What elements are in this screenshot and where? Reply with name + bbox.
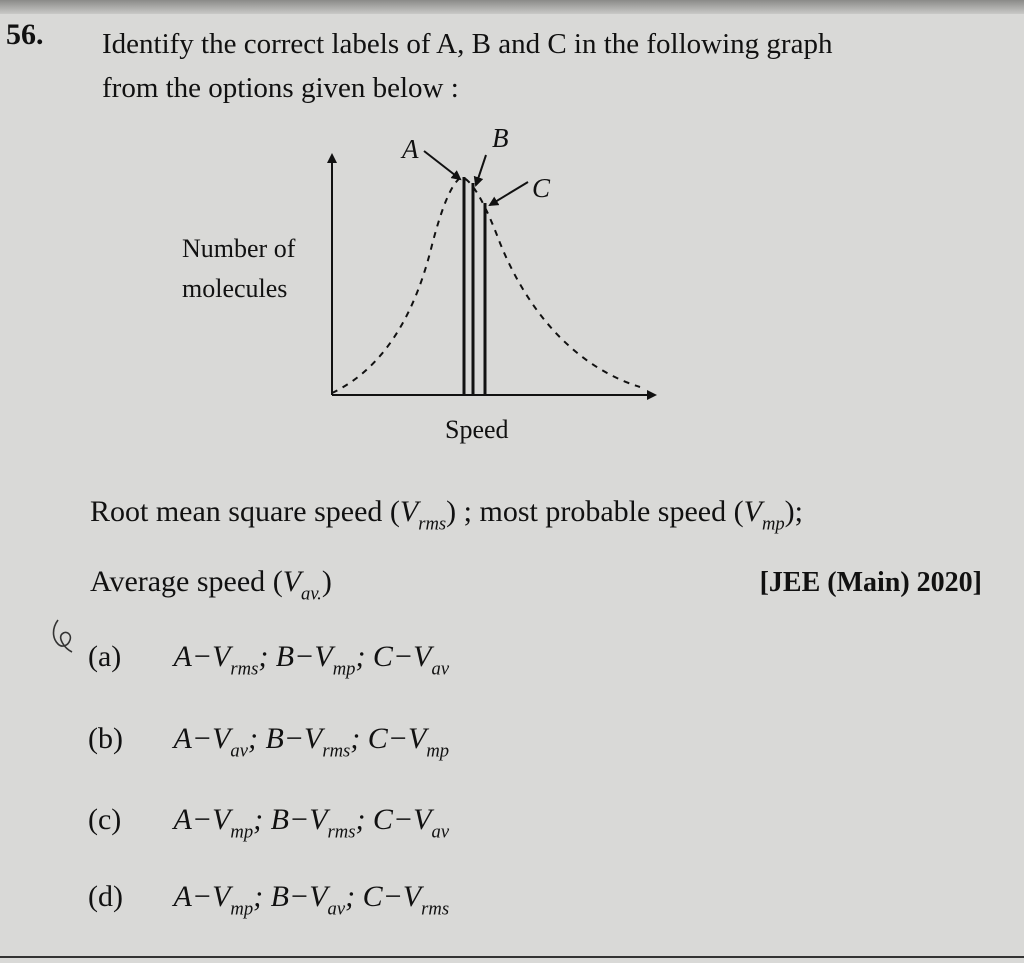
option-d-text: $A-V_{mp}$; $B-V_{av}$; $C-V_{rms}$ (173, 880, 450, 920)
arrow-c (490, 182, 528, 205)
rms-symbol: V (399, 495, 419, 528)
av-symbol: V (282, 565, 302, 598)
rms-subscript: rms (418, 513, 447, 535)
option-b-text: $A-V_{av}$; $B-V_{rms}$; $C-V_{mp}$ (173, 722, 450, 762)
legend-separator-2: ; (794, 495, 804, 528)
question-line-1: Identify the correct labels of A, B and C in the following graph (102, 28, 833, 60)
legend-line-2: Average speed $(V_{av.})$ (90, 565, 332, 605)
legend-separator-1: ; most probable speed (463, 495, 727, 528)
option-b[interactable] (88, 722, 449, 762)
label-a: A (402, 134, 419, 164)
mp-symbol: V (743, 495, 762, 528)
option-d-label: (d) (88, 880, 123, 913)
av-subscript: av. (301, 583, 322, 605)
option-a[interactable] (88, 640, 449, 680)
y-axis-label-line-1: Number of (182, 234, 296, 263)
option-c[interactable] (88, 803, 449, 843)
exam-source: [JEE (Main) 2020] (759, 567, 982, 598)
question-line-2: from the options given below : (102, 72, 459, 104)
question-number: 56. (6, 18, 44, 51)
label-b: B (492, 123, 509, 153)
top-rule (0, 0, 1024, 14)
option-c-label: (c) (88, 803, 122, 836)
speed-distribution-graph (170, 125, 670, 455)
x-axis-label: Speed (445, 415, 509, 444)
option-d[interactable] (88, 880, 449, 920)
mp-subscript: mp (761, 513, 785, 535)
option-a-label: (a) (88, 640, 122, 673)
bottom-rule (0, 956, 1024, 958)
question-text (102, 22, 992, 110)
arrow-a (424, 151, 460, 179)
option-c-text: $A-V_{mp}$; $B-V_{rms}$; $C-V_{av}$ (173, 803, 450, 843)
y-axis-label-line-2: molecules (182, 274, 288, 303)
label-c: C (532, 173, 551, 203)
arrow-b (476, 155, 486, 185)
rms-text: Root mean square speed (90, 495, 383, 528)
legend-line-1: Root mean square speed $(V_{rms})$ ; most probable speed $(V_{mp})$; (90, 495, 804, 535)
option-b-label: (b) (88, 722, 123, 755)
pencil-mark-icon (48, 618, 76, 654)
option-a-text: $A-V_{rms}$; $B-V_{mp}$; $C-V_{av}$ (173, 640, 450, 680)
av-text: Average speed (90, 565, 266, 598)
